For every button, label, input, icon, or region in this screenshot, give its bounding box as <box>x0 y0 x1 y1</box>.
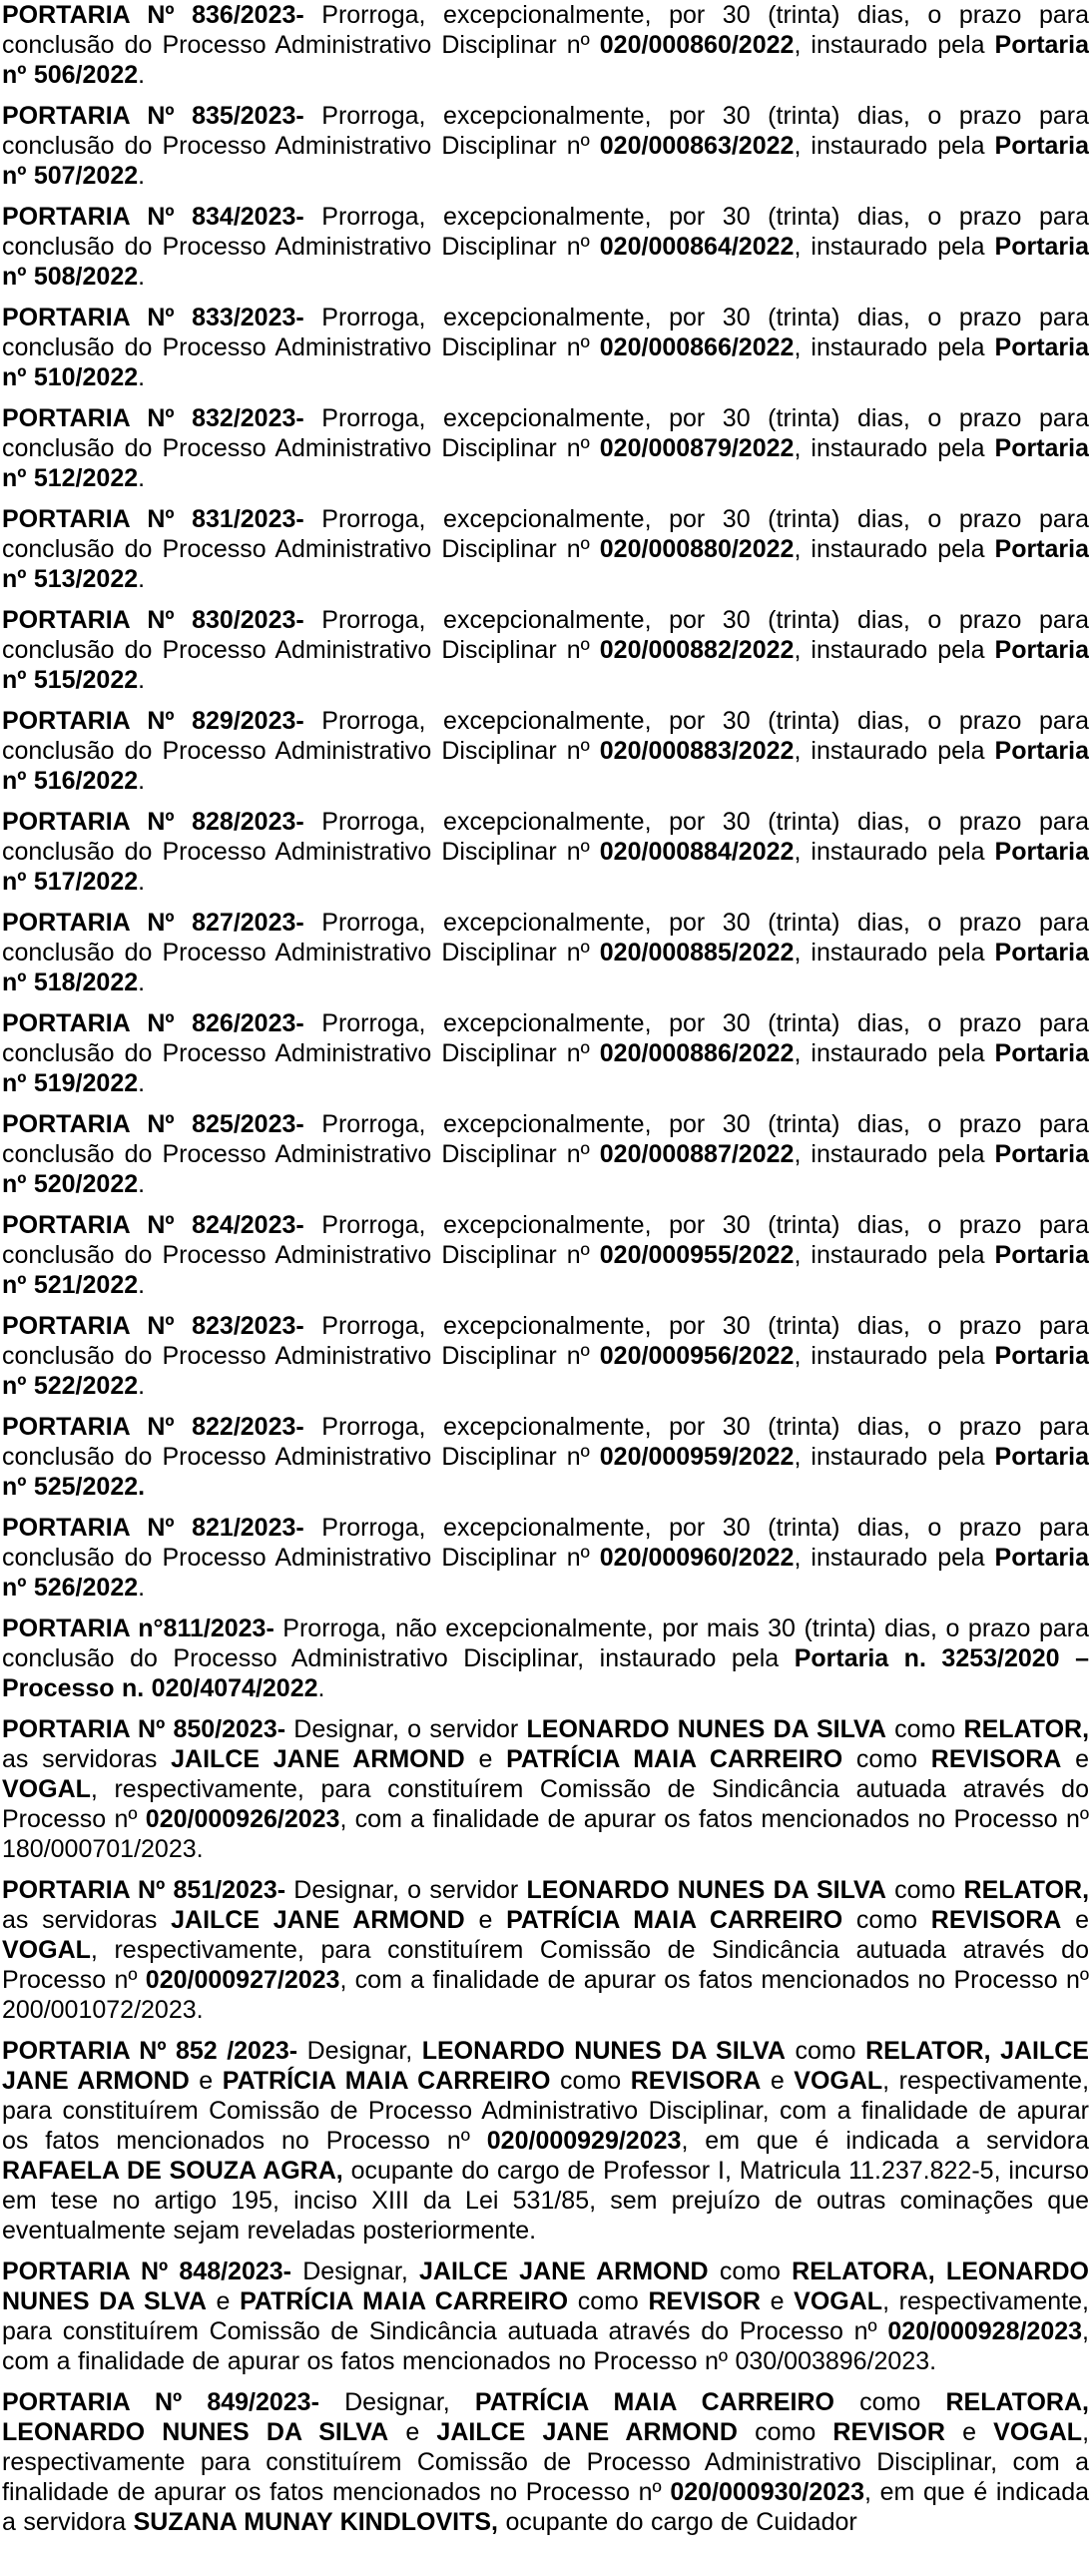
role-label: REVISORA <box>930 1745 1062 1773</box>
role-label: RELATORA, <box>792 2257 935 2285</box>
portaria-822: PORTARIA Nº 822/2023- Prorroga, excepcionalmente, por 30 (trinta) dias, o prazo para conclusão do Processo Administrativo Disciplinar nº 020/000959/2022, instaurado pela Portaria nº 525/2022. <box>2 1413 1089 1501</box>
portaria-835: PORTARIA Nº 835/2023- Prorroga, excepcionalmente, por 30 (trinta) dias, o prazo para conclusão do Processo Administrativo Disciplinar nº 020/000863/2022, instaurado pela Portaria nº 507/2022. <box>2 102 1089 190</box>
person-name: JAILCE JANE ARMOND <box>2 2037 1089 2095</box>
portaria-849: PORTARIA Nº 849/2023- Designar, PATRÍCIA MAIA CARREIRO como RELATORA, LEONARDO NUNES DA SILVA e JAILCE JANE ARMOND como REVISOR e VOGAL, respectivamente para constituírem Comissão de Processo Administrativo Disciplinar, com a finalidade de apurar os fatos mencionados no Processo nº 020/000930/2023, em que é indicada a servidora SUZANA MUNAY KINDLOVITS, ocupante do cargo de Cuidador <box>2 2388 1089 2536</box>
process-number: 020/000960/2022 <box>599 1544 795 1572</box>
portaria-title: PORTARIA Nº 823/2023- <box>2 1312 304 1340</box>
role-label: REVISOR <box>648 2287 761 2315</box>
process-number: 020/000864/2022 <box>599 233 795 261</box>
portaria-title: PORTARIA Nº 824/2023- <box>2 1211 304 1239</box>
portaria-reference: Portaria nº 507/2022 <box>2 132 1089 190</box>
process-number: 020/000860/2022 <box>599 31 795 59</box>
process-number: 020/000929/2023 <box>486 2127 682 2155</box>
portaria-reference: Portaria nº 522/2022 <box>2 1342 1089 1400</box>
process-number: 020/000882/2022 <box>599 636 795 664</box>
role-label: VOGAL <box>794 2287 883 2315</box>
process-number: 020/000928/2023 <box>887 2317 1083 2345</box>
person-name: LEONARDO NUNES DA SILVA <box>526 1715 886 1743</box>
person-name: JAILCE JANE ARMOND <box>171 1906 465 1934</box>
portaria-825: PORTARIA Nº 825/2023- Prorroga, excepcionalmente, por 30 (trinta) dias, o prazo para conclusão do Processo Administrativo Disciplinar nº 020/000887/2022, instaurado pela Portaria nº 520/2022. <box>2 1110 1089 1198</box>
person-name: LEONARDO NUNES DA SILVA <box>526 1876 886 1904</box>
portaria-reference: Portaria nº 508/2022 <box>2 233 1089 291</box>
person-name: JAILCE JANE ARMOND <box>436 2418 738 2446</box>
person-name: JAILCE JANE ARMOND <box>171 1745 465 1773</box>
portaria-reference: Portaria nº 526/2022 <box>2 1544 1089 1602</box>
portaria-836: PORTARIA Nº 836/2023- Prorroga, excepcionalmente, por 30 (trinta) dias, o prazo para conclusão do Processo Administrativo Disciplinar nº 020/000860/2022, instaurado pela Portaria nº 506/2022. <box>2 1 1089 89</box>
portaria-reference: Portaria nº 516/2022 <box>2 737 1089 795</box>
person-name: JAILCE JANE ARMOND <box>419 2257 709 2285</box>
portaria-title: PORTARIA Nº 832/2023- <box>2 404 304 432</box>
portaria-831: PORTARIA Nº 831/2023- Prorroga, excepcionalmente, por 30 (trinta) dias, o prazo para conclusão do Processo Administrativo Disciplinar nº 020/000880/2022, instaurado pela Portaria nº 513/2022. <box>2 505 1089 593</box>
portaria-852: PORTARIA Nº 852 /2023- Designar, LEONARDO NUNES DA SILVA como RELATOR, JAILCE JANE ARMOND e PATRÍCIA MAIA CARREIRO como REVISORA e VOGAL, respectivamente, para constituírem Comissão de Processo Administrativo Disciplinar, com a finalidade de apurar os fatos mencionados no Processo nº 020/000929/2023, em que é indicada a servidora RAFAELA DE SOUZA AGRA, ocupante do cargo de Professor I, Matricula 11.237.822-5, incurso em tese no artigo 195, inciso XIII da Lei 531/85, sem prejuízo de outras cominações que eventualmente sejam reveladas posteriormente. <box>2 2037 1089 2245</box>
role-label: REVISORA <box>630 2067 762 2095</box>
portaria-reference: Portaria nº 525/2022. <box>2 1443 1089 1501</box>
role-label: RELATOR, <box>865 2037 991 2065</box>
role-label: REVISOR <box>832 2418 945 2446</box>
portaria-reference: Portaria nº 519/2022 <box>2 1039 1089 1097</box>
portaria-830: PORTARIA Nº 830/2023- Prorroga, excepcionalmente, por 30 (trinta) dias, o prazo para conclusão do Processo Administrativo Disciplinar nº 020/000882/2022, instaurado pela Portaria nº 515/2022. <box>2 606 1089 694</box>
portaria-title: PORTARIA Nº 849/2023- <box>2 2388 319 2416</box>
portaria-reference: Portaria nº 513/2022 <box>2 535 1089 593</box>
portaria-title: PORTARIA Nº 828/2023- <box>2 808 304 836</box>
role-label: VOGAL <box>2 1775 91 1803</box>
person-name: LEONARDO NUNES DA SLVA <box>2 2257 1089 2315</box>
portaria-title: PORTARIA Nº 822/2023- <box>2 1413 304 1441</box>
process-number: 020/000959/2022 <box>599 1443 795 1471</box>
process-number: 020/000883/2022 <box>599 737 795 765</box>
portaria-833: PORTARIA Nº 833/2023- Prorroga, excepcionalmente, por 30 (trinta) dias, o prazo para conclusão do Processo Administrativo Disciplinar nº 020/000866/2022, instaurado pela Portaria nº 510/2022. <box>2 304 1089 391</box>
portaria-title: PORTARIA Nº 825/2023- <box>2 1110 304 1138</box>
portaria-823: PORTARIA Nº 823/2023- Prorroga, excepcionalmente, por 30 (trinta) dias, o prazo para conclusão do Processo Administrativo Disciplinar nº 020/000956/2022, instaurado pela Portaria nº 522/2022. <box>2 1312 1089 1400</box>
portaria-title: PORTARIA Nº 850/2023- <box>2 1715 286 1743</box>
portaria-title: PORTARIA Nº 834/2023- <box>2 203 304 231</box>
process-number: 020/000886/2022 <box>599 1039 795 1067</box>
portaria-reference: Portaria nº 515/2022 <box>2 636 1089 694</box>
portaria-title: PORTARIA Nº 852 /2023- <box>2 2037 298 2065</box>
person-name: PATRÍCIA MAIA CARREIRO <box>506 1906 843 1934</box>
process-number: 020/000863/2022 <box>599 132 795 160</box>
portaria-title: PORTARIA Nº 848/2023- <box>2 2257 291 2285</box>
role-label: RELATORA, <box>945 2388 1089 2416</box>
portaria-reference: Portaria nº 520/2022 <box>2 1140 1089 1198</box>
portaria-title: PORTARIA n°811/2023- <box>2 1614 274 1642</box>
portaria-834: PORTARIA Nº 834/2023- Prorroga, excepcionalmente, por 30 (trinta) dias, o prazo para conclusão do Processo Administrativo Disciplinar nº 020/000864/2022, instaurado pela Portaria nº 508/2022. <box>2 203 1089 291</box>
process-number: 020/000885/2022 <box>599 939 795 966</box>
portaria-reference: Portaria nº 518/2022 <box>2 939 1089 996</box>
portaria-850: PORTARIA Nº 850/2023- Designar, o servidor LEONARDO NUNES DA SILVA como RELATOR, as servidoras JAILCE JANE ARMOND e PATRÍCIA MAIA CARREIRO como REVISORA e VOGAL, respectivamente, para constituírem Comissão de Sindicância autuada através do Processo nº 020/000926/2023, com a finalidade de apurar os fatos mencionados no Processo nº 180/000701/2023. <box>2 1715 1089 1863</box>
process-number: 020/000927/2023 <box>145 1966 340 1994</box>
role-label: VOGAL <box>993 2418 1083 2446</box>
person-name: SUZANA MUNAY KINDLOVITS, <box>133 2508 499 2536</box>
person-name: LEONARDO NUNES DA SILVA <box>2 2418 389 2446</box>
portaria-title: PORTARIA Nº 827/2023- <box>2 909 304 937</box>
portaria-827: PORTARIA Nº 827/2023- Prorroga, excepcionalmente, por 30 (trinta) dias, o prazo para conclusão do Processo Administrativo Disciplinar nº 020/000885/2022, instaurado pela Portaria nº 518/2022. <box>2 909 1089 996</box>
role-label: RELATOR, <box>963 1876 1089 1904</box>
process-number: 020/000956/2022 <box>599 1342 795 1370</box>
portaria-829: PORTARIA Nº 829/2023- Prorroga, excepcionalmente, por 30 (trinta) dias, o prazo para conclusão do Processo Administrativo Disciplinar nº 020/000883/2022, instaurado pela Portaria nº 516/2022. <box>2 707 1089 795</box>
person-name: PATRÍCIA MAIA CARREIRO <box>474 2388 834 2416</box>
portaria-title: PORTARIA Nº 821/2023- <box>2 1514 304 1542</box>
role-label: VOGAL <box>2 1936 91 1964</box>
portaria-824: PORTARIA Nº 824/2023- Prorroga, excepcionalmente, por 30 (trinta) dias, o prazo para conclusão do Processo Administrativo Disciplinar nº 020/000955/2022, instaurado pela Portaria nº 521/2022. <box>2 1211 1089 1299</box>
process-number: 020/000926/2023 <box>145 1805 340 1833</box>
portaria-reference: Portaria nº 512/2022 <box>2 434 1089 492</box>
portaria-828: PORTARIA Nº 828/2023- Prorroga, excepcionalmente, por 30 (trinta) dias, o prazo para conclusão do Processo Administrativo Disciplinar nº 020/000884/2022, instaurado pela Portaria nº 517/2022. <box>2 808 1089 896</box>
portaria-821: PORTARIA Nº 821/2023- Prorroga, excepcionalmente, por 30 (trinta) dias, o prazo para conclusão do Processo Administrativo Disciplinar nº 020/000960/2022, instaurado pela Portaria nº 526/2022. <box>2 1514 1089 1602</box>
process-number: 020/000880/2022 <box>599 535 795 563</box>
person-name: PATRÍCIA MAIA CARREIRO <box>506 1745 843 1773</box>
portaria-reference: Portaria n. 3253/2020 – Processo n. 020/4074/2022 <box>2 1644 1089 1702</box>
role-label: RELATOR, <box>963 1715 1089 1743</box>
portaria-title: PORTARIA Nº 833/2023- <box>2 304 304 331</box>
person-name: RAFAELA DE SOUZA AGRA, <box>2 2157 343 2185</box>
portaria-reference: Portaria nº 510/2022 <box>2 333 1089 391</box>
role-label: VOGAL <box>794 2067 883 2095</box>
portaria-title: PORTARIA Nº 835/2023- <box>2 102 304 130</box>
portaria-reference: Portaria nº 521/2022 <box>2 1241 1089 1299</box>
process-number: 020/000930/2023 <box>670 2478 864 2506</box>
process-number: 020/000866/2022 <box>599 333 795 361</box>
role-label: REVISORA <box>930 1906 1062 1934</box>
portaria-832: PORTARIA Nº 832/2023- Prorroga, excepcionalmente, por 30 (trinta) dias, o prazo para conclusão do Processo Administrativo Disciplinar nº 020/000879/2022, instaurado pela Portaria nº 512/2022. <box>2 404 1089 492</box>
process-number: 020/000884/2022 <box>599 838 795 866</box>
process-number: 020/000955/2022 <box>599 1241 795 1269</box>
portaria-851: PORTARIA Nº 851/2023- Designar, o servidor LEONARDO NUNES DA SILVA como RELATOR, as servidoras JAILCE JANE ARMOND e PATRÍCIA MAIA CARREIRO como REVISORA e VOGAL, respectivamente, para constituírem Comissão de Sindicância autuada através do Processo nº 020/000927/2023, com a finalidade de apurar os fatos mencionados no Processo nº 200/001072/2023. <box>2 1876 1089 2024</box>
portaria-title: PORTARIA Nº 831/2023- <box>2 505 304 533</box>
portaria-reference: Portaria nº 517/2022 <box>2 838 1089 896</box>
process-number: 020/000879/2022 <box>599 434 795 462</box>
portaria-title: PORTARIA Nº 851/2023- <box>2 1876 286 1904</box>
portaria-title: PORTARIA Nº 836/2023- <box>2 1 304 29</box>
portaria-title: PORTARIA Nº 826/2023- <box>2 1009 304 1037</box>
person-name: PATRÍCIA MAIA CARREIRO <box>240 2287 569 2315</box>
portaria-reference: Portaria nº 506/2022 <box>2 31 1089 89</box>
portaria-848: PORTARIA Nº 848/2023- Designar, JAILCE JANE ARMOND como RELATORA, LEONARDO NUNES DA SLVA e PATRÍCIA MAIA CARREIRO como REVISOR e VOGAL, respectivamente, para constituírem Comissão de Sindicância autuada através do Processo nº 020/000928/2023, com a finalidade de apurar os fatos mencionados no Processo nº 030/003896/2023. <box>2 2257 1089 2375</box>
portaria-title: PORTARIA Nº 829/2023- <box>2 707 304 735</box>
portaria-811: PORTARIA n°811/2023- Prorroga, não excepcionalmente, por mais 30 (trinta) dias, o prazo para conclusão do Processo Administrativo Disciplinar, instaurado pela Portaria n. 3253/2020 – Processo n. 020/4074/2022. <box>2 1614 1089 1702</box>
person-name: PATRÍCIA MAIA CARREIRO <box>222 2067 551 2095</box>
process-number: 020/000887/2022 <box>599 1140 795 1168</box>
portaria-title: PORTARIA Nº 830/2023- <box>2 606 304 634</box>
person-name: LEONARDO NUNES DA SILVA <box>421 2037 786 2065</box>
portaria-826: PORTARIA Nº 826/2023- Prorroga, excepcionalmente, por 30 (trinta) dias, o prazo para conclusão do Processo Administrativo Disciplinar nº 020/000886/2022, instaurado pela Portaria nº 519/2022. <box>2 1009 1089 1097</box>
